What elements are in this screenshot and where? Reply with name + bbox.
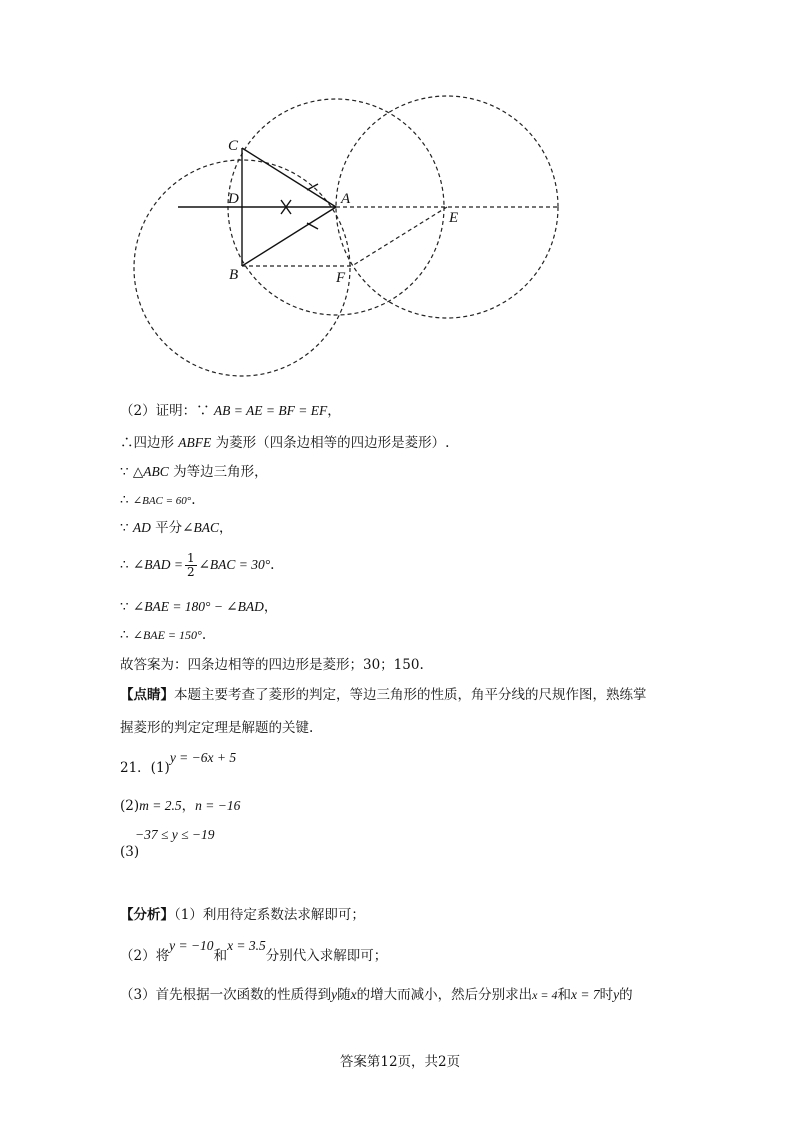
- page-footer: 答案第12页，共2页: [339, 1054, 461, 1070]
- answer-line: 故答案为：四条边相等的四边形是菱形；30；150.: [120, 657, 424, 673]
- analysis-line-3: （3）首先根据一次函数的性质得到y随x的增大而减小，然后分别求出x = 4和x = 7时y的: [120, 987, 633, 1003]
- label-f: F: [336, 270, 346, 286]
- proof-line-5: ∵ AD 平分∠BAC，: [120, 520, 233, 536]
- proof-line-1: （2）证明：∵ AB = AE = BF = EF，: [120, 403, 341, 419]
- q21-part3-label: (3): [120, 844, 140, 860]
- q21-part1: 21．(1)y = −6x + 5: [120, 750, 237, 776]
- geometry-figure: [0, 0, 800, 390]
- proof-line-2: ∴四边形 ABFE 为菱形（四条边相等的四边形是菱形）.: [120, 435, 450, 451]
- analysis-line-1: 【分析】（1）利用待定系数法求解即可；: [120, 907, 365, 923]
- proof-line-7: ∵ ∠BAE = 180° − ∠BAD，: [120, 599, 278, 615]
- label-d: D: [228, 191, 239, 207]
- proof-line-3: ∵ △ABC 为等边三角形，: [120, 464, 268, 480]
- label-e: E: [449, 210, 459, 226]
- proof-line-6: ∴ ∠BAD = $\frac{1}{2}$ ∠BAC = 30°.: [120, 551, 275, 579]
- comment-line-1: 【点睛】本题主要考查了菱形的判定，等边三角形的性质，角平分线的尺规作图，熟练掌: [120, 687, 647, 703]
- q21-part2: (2)m = 2.5，n = −16: [120, 798, 241, 814]
- label-c: C: [228, 138, 239, 154]
- proof-line-4: ∴ ∠BAC = 60°.: [120, 492, 196, 508]
- segment-a-b: [242, 207, 336, 266]
- label-b: B: [229, 267, 239, 283]
- q21-part3-math: −37 ≤ y ≤ −19: [135, 827, 215, 842]
- analysis-line-2: （2）将y = −10和x = 3.5分别代入求解即可；: [120, 938, 388, 964]
- proof-line-8: ∴ ∠BAE = 150°.: [120, 627, 207, 643]
- segment-c-a: [242, 148, 336, 207]
- comment-line-2: 握菱形的判定定理是解题的关键.: [120, 720, 314, 736]
- segment-e-f-dashed: [352, 207, 447, 266]
- fraction-one-half: $\frac{1}{2}$: [186, 551, 195, 579]
- label-a: A: [341, 191, 351, 207]
- arc-mark-lower: [307, 223, 318, 229]
